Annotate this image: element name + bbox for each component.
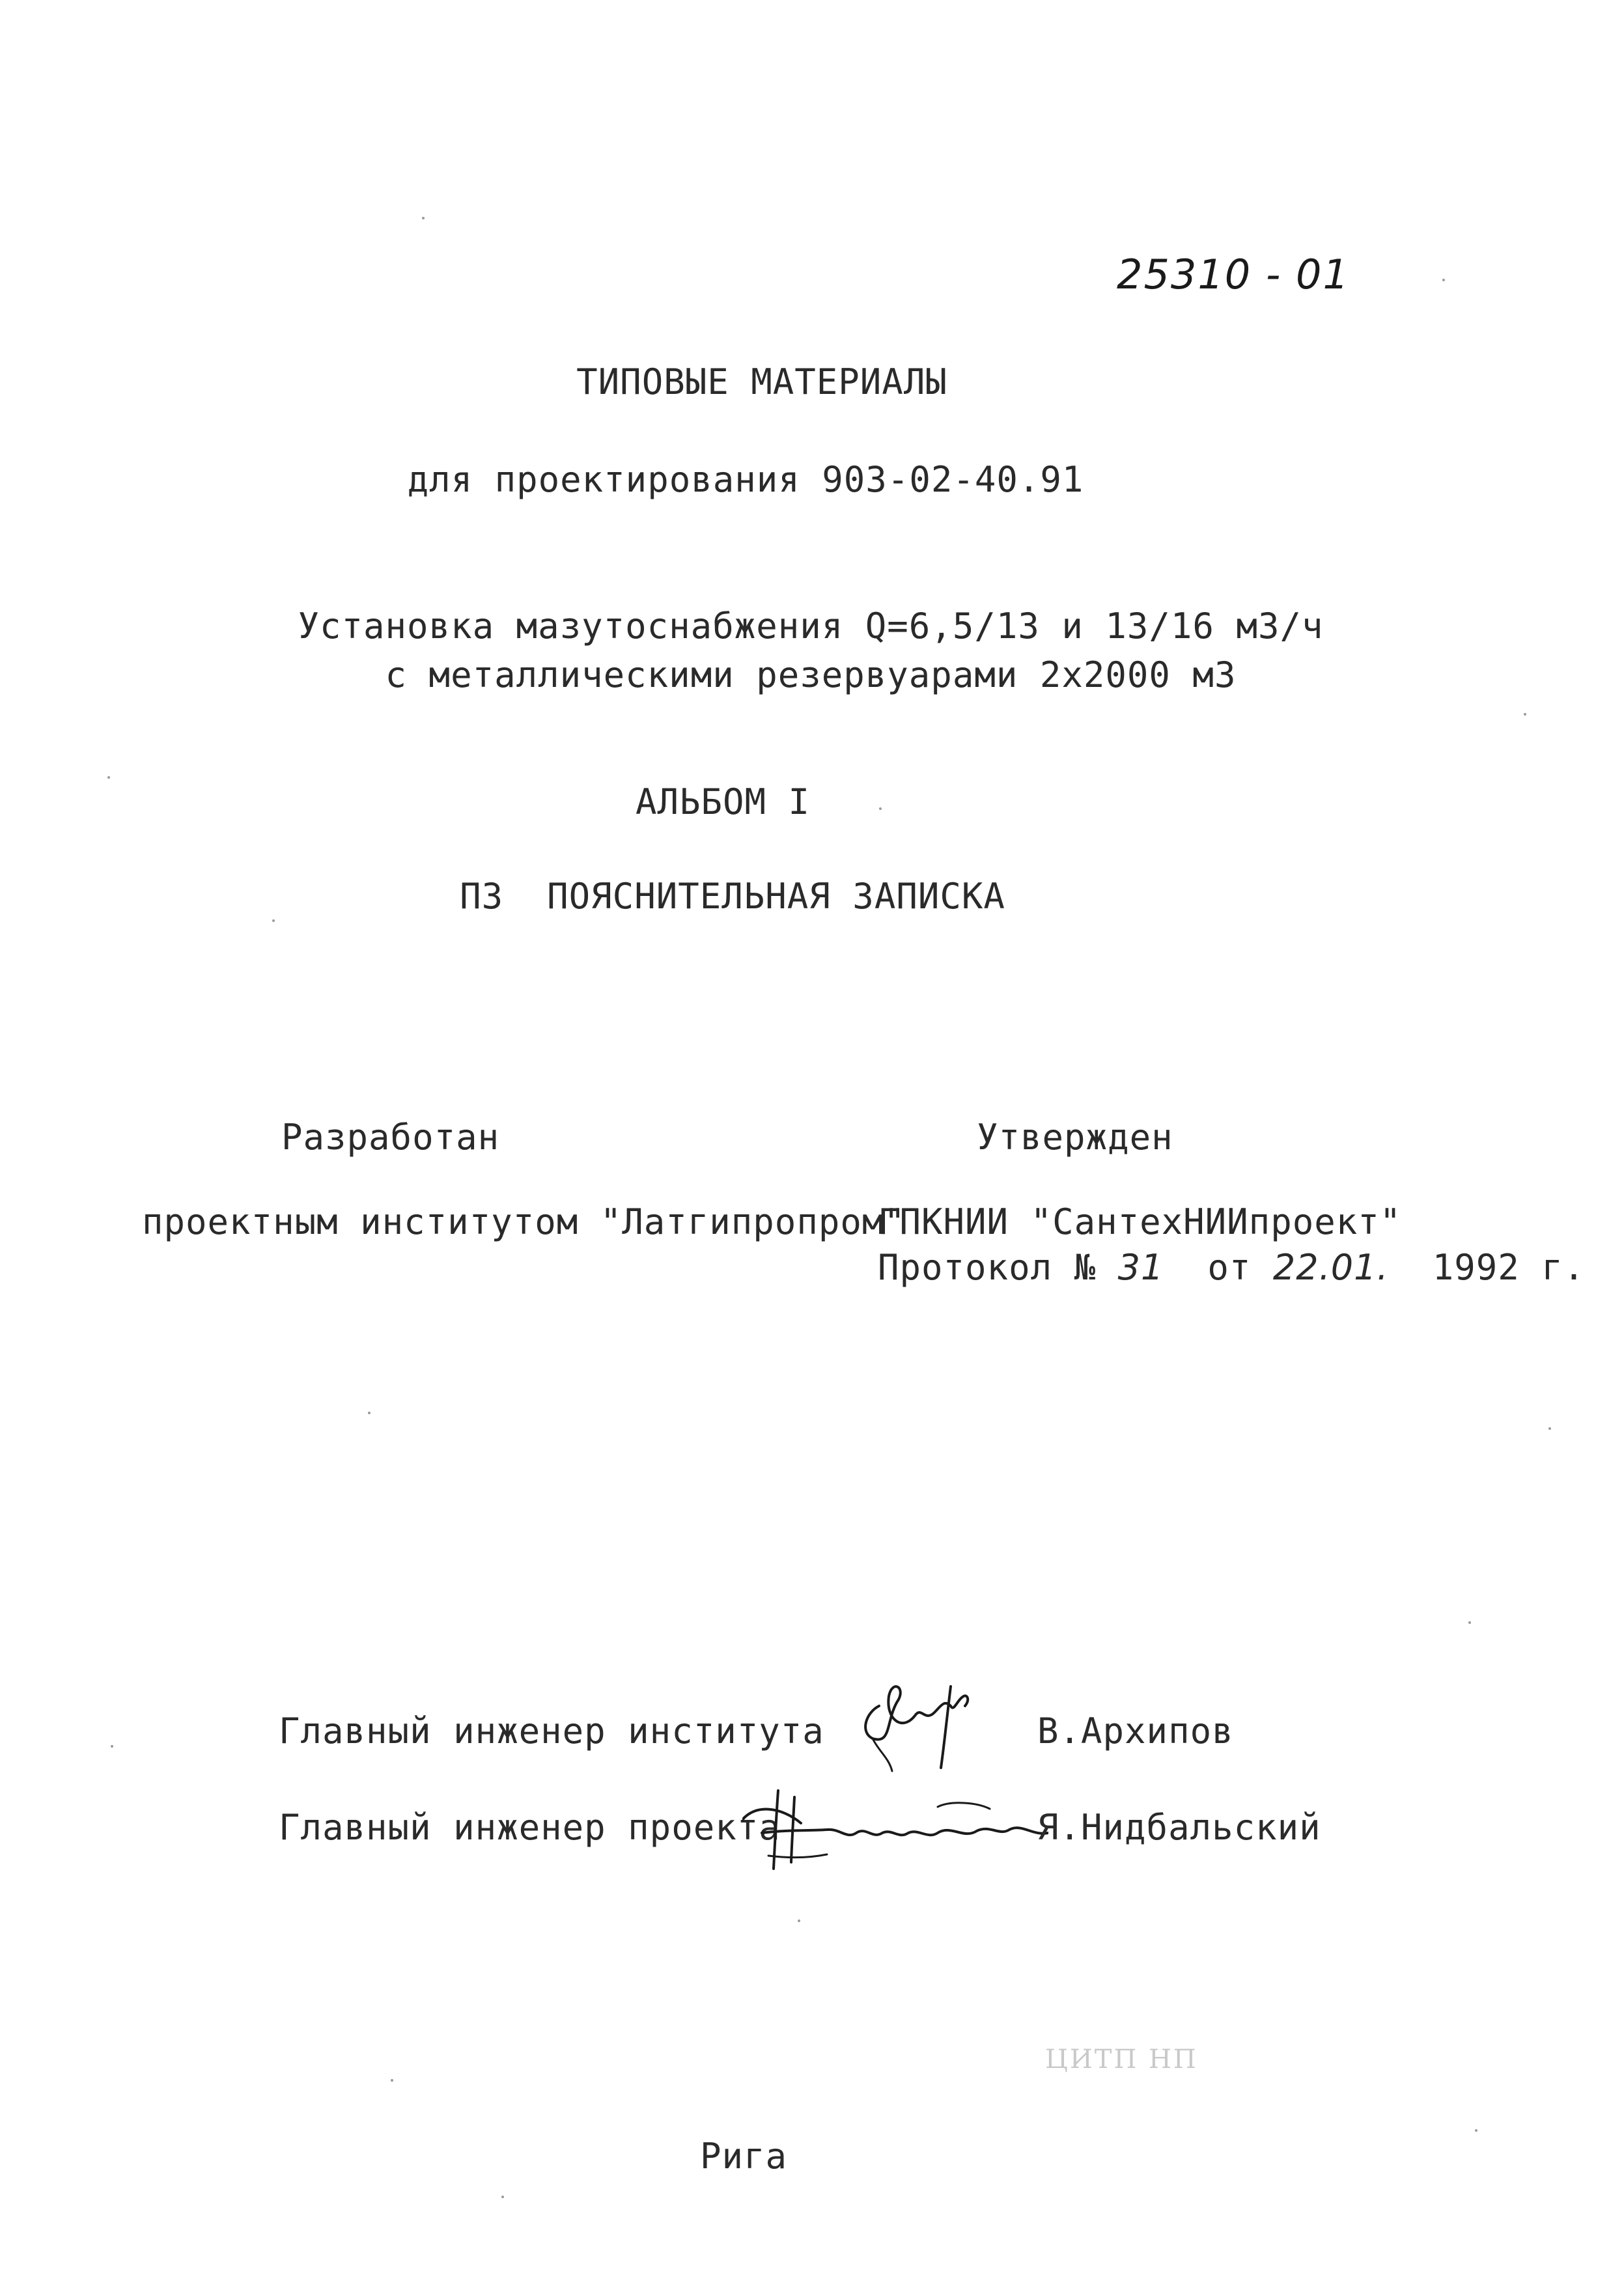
scan-speck [422, 217, 425, 219]
scan-speck [879, 807, 882, 810]
signature-role-1: Главный инженер института [279, 1711, 824, 1752]
description-line-2: с металлическими резервуарами 2x2000 м3 [385, 654, 1237, 695]
album-label: АЛЬБОМ I [635, 781, 811, 822]
signature-name-1: В.Архипов [1037, 1711, 1234, 1752]
protocol-number: 31 [1117, 1247, 1164, 1288]
document-title: ТИПОВЫЕ МАТЕРИАЛЫ [576, 361, 947, 402]
protocol-year: 1992 г. [1432, 1247, 1586, 1288]
protocol-prefix: Протокол № [878, 1247, 1097, 1288]
description-line-1: Установка мазутоснабжения Q=6,5/13 и 13/16 м3/ч [298, 606, 1324, 647]
developed-label: Разработан [281, 1117, 500, 1158]
archive-stamp: ЦИТП НП [1045, 2045, 1198, 2074]
scan-speck [1524, 713, 1526, 716]
scan-speck [391, 2079, 393, 2082]
scan-speck [368, 1412, 371, 1414]
protocol-date: 22.01. [1272, 1247, 1389, 1288]
scan-speck [1468, 1621, 1471, 1624]
signature-name-2: Я.Нидбальский [1037, 1807, 1321, 1848]
scan-speck [272, 919, 275, 922]
city-label: Рига [699, 2136, 788, 2177]
scan-speck [111, 1745, 113, 1748]
approved-label: Утвержден [977, 1117, 1173, 1158]
section-label: ПЗ ПОЯСНИТЕЛЬНАЯ ЗАПИСКА [460, 876, 1005, 917]
scan-speck [501, 2196, 504, 2198]
scan-speck [1548, 1427, 1551, 1430]
archive-number: 25310 - 01 [1117, 251, 1350, 298]
developer-name: проектным институтом "Латгипропром" [142, 1201, 906, 1242]
signature-arkhipov [853, 1660, 1009, 1791]
scan-speck [107, 776, 110, 779]
approver-name: ГПКНИИ "СантехНИИпроект" [878, 1201, 1402, 1242]
scan-speck [798, 1920, 800, 1922]
scan-speck [1442, 279, 1445, 281]
scan-speck [1475, 2129, 1477, 2132]
signature-role-2: Главный инженер проекта [279, 1807, 781, 1848]
signature-nidbalsky [742, 1778, 1048, 1875]
document-subtitle: для проектирования 903-02-40.91 [407, 459, 1084, 500]
protocol-line [878, 1247, 1586, 1288]
date-prefix: от [1207, 1247, 1252, 1288]
